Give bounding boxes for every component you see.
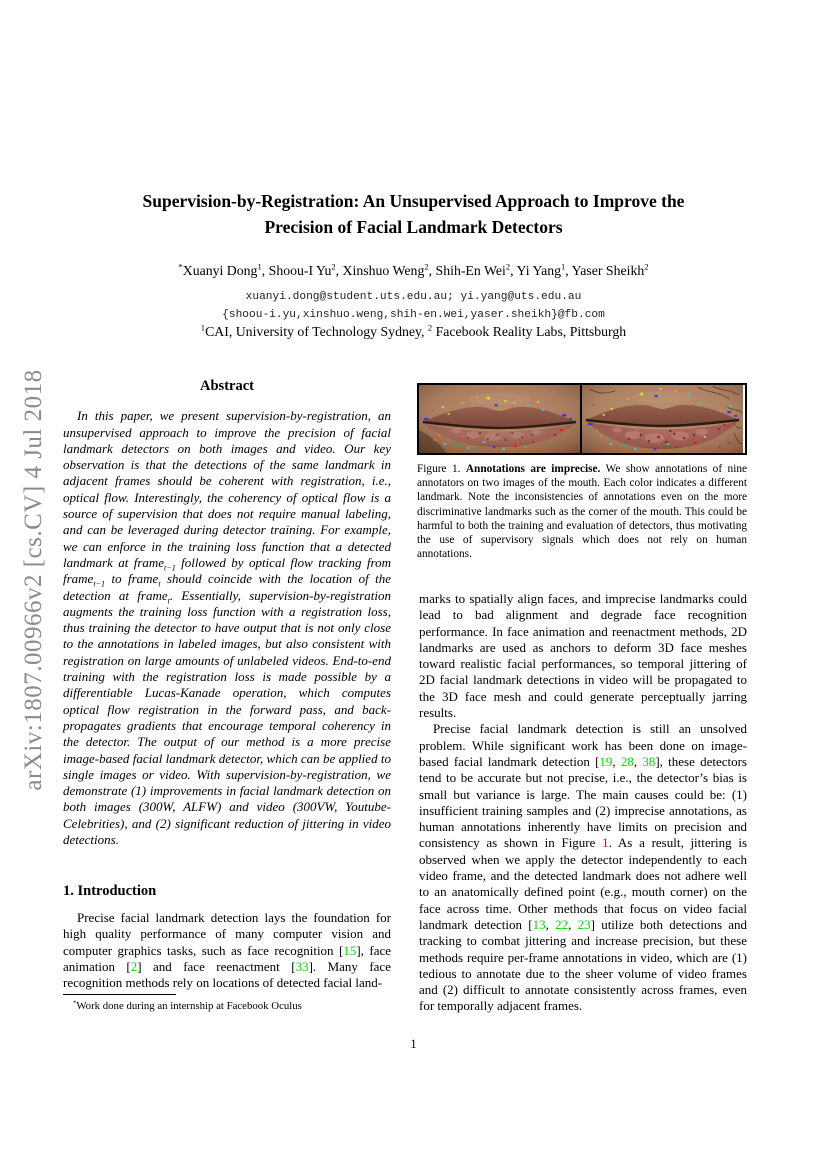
citation-link[interactable]: 2 (130, 958, 138, 974)
paper-title-line-2: Precision of Facial Landmark Detectors (264, 217, 563, 237)
text-run: , Yaser Sheikh (565, 263, 645, 278)
text-run: We show annotations of nine annotators on two images of the mouth. Each color indicates a different landmark. Note the inconsistencies of annotations even on the more discriminative landmarks such as the corner of the mouth. This could be harmful to both the training and evaluation of detectors, thus motivating the use of supervisory signals which does not rely on human annotations. (417, 463, 747, 561)
superscript: * (73, 999, 77, 1007)
text-run: ] utilize both detections and tracking to combat jittering and increase precision, but these methods require per-frame annotations in video, which are (1) tedious to annotate due to the sheer volume of video frames and (2) difficult to annotate consistently across frames, even for temporally adjacent frames. (419, 916, 748, 1014)
bold-text: Annotations are imprecise. (465, 463, 601, 475)
citation-link[interactable]: 28 (620, 753, 634, 769)
superscript: 1 (561, 261, 566, 272)
paragraph-alignment: marks to spatially align faces, and imprecise landmarks could lead to bad alignment and degrade face recognition performance. In face animation and reenactment methods, 2D landmarks are used as anchors to deform 3D face meshes toward realistic facial performances, so temporal jittering of 2D facial landmark detections in video will be propagated to the 3D face mesh and could generate perceptually jarring results. (419, 591, 747, 721)
subscript: t (167, 596, 170, 606)
page-number: 1 (410, 1037, 417, 1051)
text-run: Figure 1. (417, 463, 466, 475)
text-run: to frame (105, 571, 159, 587)
text-run: CAI, University of Technology Sydney, (205, 324, 428, 339)
paragraph-precision-problem (419, 721, 747, 1014)
citation-link[interactable]: 33 (295, 958, 309, 974)
footnote (63, 994, 391, 1013)
footnote-text (63, 1000, 391, 1013)
superscript: 2 (331, 261, 336, 272)
text-run: Xuanyi Dong (182, 263, 258, 278)
text-run: , Xinshuo Weng (335, 263, 425, 278)
introduction-paragraph (63, 910, 391, 991)
text-run: , (612, 753, 621, 769)
subscript: t−1 (93, 579, 106, 589)
superscript: 1 (200, 322, 206, 333)
text-run: ]. Many face recognition methods rely on locations of detected facial land- (63, 958, 391, 991)
figure1-caption (417, 462, 747, 561)
email-line-fb: {shoou-i.yu,xinshuo.weng,shih-en.wei,yaser.sheikh}@fb.com (222, 309, 605, 321)
text-run: should coincide with the location of the detection at frame (63, 571, 391, 603)
figure1-mouth-image-right (580, 385, 743, 453)
figure1 (417, 383, 747, 561)
text-run: Work done during an internship at Facebook Oculus (76, 1000, 302, 1012)
subscript: t (158, 579, 161, 589)
affiliation-line (0, 324, 827, 340)
figure1-mouth-image-left (419, 385, 580, 453)
citation-link[interactable]: 22 (555, 916, 569, 932)
abstract-heading: Abstract (200, 378, 254, 394)
superscript: * (178, 261, 183, 272)
citation-link[interactable]: 23 (577, 916, 591, 932)
paper-title-line-1: Supervision-by-Registration: An Unsupervised Approach to Improve the (142, 191, 685, 211)
text-run: , Yi Yang (510, 263, 561, 278)
abstract-section (63, 378, 391, 848)
citation-link[interactable]: 19 (599, 753, 613, 769)
citation-link[interactable]: 38 (642, 753, 656, 769)
figure-reference-link[interactable]: 1 (602, 835, 609, 851)
text-run: In this paper, we present supervision-by-registration, an unsupervised approach to improve the precision of facial landmark detectors on both images and video. Our key observation is that the detections of the same landmark in adjacent frames should be coherent with registration, i.e., optical flow. Interestingly, the coherency of optical flow is a source of supervision that does not require manual labeling, and can be leveraged during detector training. For example, we can enforce in the training loss function that a detected landmark at frame (63, 408, 391, 570)
right-column-text (419, 591, 747, 1015)
text-run: Facebook Reality Labs, Pittsburgh (432, 324, 627, 339)
text-run: ], face animation [ (63, 942, 392, 974)
text-run: Precise facial landmark detection lays the foundation for high quality performance of many computer vision and computer graphics tasks, such as face recognition [ (63, 910, 391, 958)
superscript: 2 (644, 261, 649, 272)
abstract-body (63, 408, 391, 848)
citation-link[interactable]: 13 (532, 916, 546, 932)
text-run: , Shoou-I Yu (261, 263, 332, 278)
introduction-heading: 1. Introduction (63, 883, 157, 899)
text-run: , (545, 916, 556, 932)
text-run: . As a result, jittering is observed when we apply the detector independently to each video frame, and the detected landmark does not adhere well to an anatomically defined point (e.g., mouth corner) on the face across time. Other methods that focus on video facial landmark detection [ (419, 835, 748, 932)
superscript: 2 (505, 261, 511, 272)
text-run: Precise facial landmark detection is still an unsolved problem. While significant work has been done on image-based facial landmark detection [ (419, 721, 747, 769)
subscript: t−1 (164, 563, 176, 573)
text-run: followed by optical flow tracking from frame (63, 554, 391, 587)
text-run: , Shih-En Wei (428, 263, 506, 278)
footnote-rule (63, 994, 176, 995)
citation-link[interactable]: 15 (343, 942, 357, 958)
email-line-uts: xuanyi.dong@student.uts.edu.au; yi.yang@uts.edu.au (245, 291, 582, 303)
text-run: ] and face reenactment [ (137, 958, 296, 974)
figure1-images (417, 383, 747, 455)
text-run: , (568, 916, 578, 932)
superscript: 1 (257, 261, 262, 272)
introduction-section (63, 882, 391, 991)
paper-title (0, 188, 827, 240)
arxiv-watermark: arXiv:1807.00966v2 [cs.CV] 4 Jul 2018 (20, 369, 47, 791)
text-run: ], these detectors tend to be accurate but not precise, i.e., the detector’s bias is small but variance is large. The main causes could be: (1) insufficient training samples and (2) imprecise annotations, as human annotations inherently have limits on precision and consistency as shown in Figure (419, 753, 747, 851)
text-run: , (633, 753, 643, 769)
text-run: . Essentially, supervision-by-registration augments the training loss function with a registration loss, thus training the detector to have output that is not only close to the annotations in labeled images, but also consistent with registration on large amounts of unlabeled videos. End-to-end training with the registration loss is made possible by a differentiable Lucas-Kanade operation, which computes optical flow registration in the forward pass, and back-propagates gradients that encourage temporal coherency in the detector. The output of our method is a more precise image-based facial landmark detector, which can be applied to single images or video. With supervision-by-registration, we demonstrate (1) improvements in facial landmark detection on both images (300W, ALFW) and video (300VW, Youtube-Celebrities), and (2) significant reduction of jittering in video detections. (63, 587, 391, 848)
superscript: 2 (427, 322, 433, 333)
author-line (0, 263, 827, 279)
superscript: 2 (424, 261, 429, 272)
